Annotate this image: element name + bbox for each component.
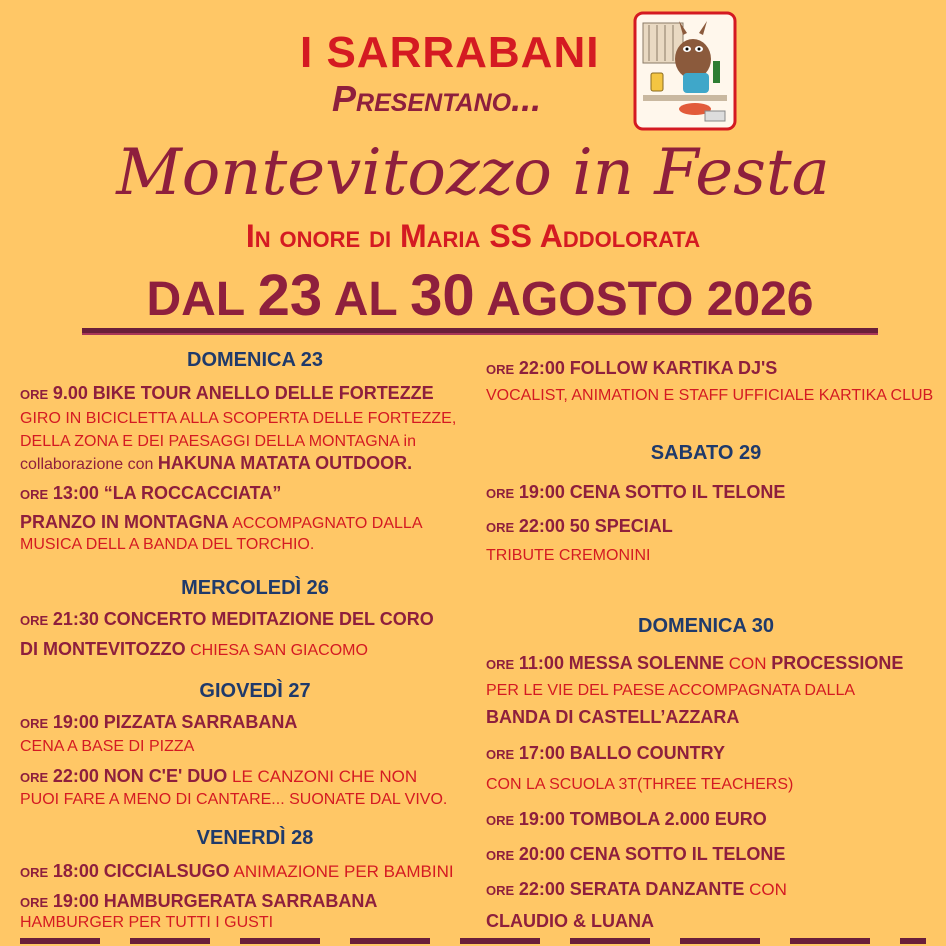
ore-label: ORE xyxy=(20,770,49,785)
dates-suffix: AGOSTO 2026 xyxy=(486,273,814,326)
event-title: CICCIALSUGO xyxy=(103,861,230,881)
ore-label: ORE xyxy=(486,520,515,535)
ore-label: ORE xyxy=(486,883,515,898)
donkey-mascot-logo-icon xyxy=(633,11,737,131)
event-description xyxy=(486,706,739,730)
event-time: 19:00 xyxy=(52,891,99,911)
ore-label: ORE xyxy=(486,813,515,828)
ore-label: ORE xyxy=(20,387,49,402)
event-detail: ANIMAZIONE PER BAMBINI xyxy=(233,862,454,881)
event-description: PUOI FARE A MENO DI CANTARE... SUONATE DAL VIVO. xyxy=(20,791,448,808)
day-heading-giovedi-27: GIOVEDÌ 27 xyxy=(199,680,311,702)
date-to: 30 xyxy=(410,263,475,328)
event-hamburgerata xyxy=(20,890,377,914)
ore-label: ORE xyxy=(20,487,49,502)
description-text: collaborazione con xyxy=(20,456,154,473)
header-divider xyxy=(82,328,878,335)
event-kartika xyxy=(486,357,777,381)
event-time: 19:00 xyxy=(52,712,99,732)
event-time: 19:00 xyxy=(518,809,565,829)
event-title: CONCERTO MEDITAZIONE DEL CORO xyxy=(103,609,434,629)
event-title: BIKE TOUR ANELLO DELLE FORTEZZE xyxy=(92,383,434,403)
event-concerto xyxy=(20,608,434,632)
description-highlight: PRANZO IN MONTAGNA xyxy=(20,512,229,532)
event-time: 13:00 xyxy=(52,483,99,503)
event-time: 22:00 xyxy=(52,766,99,786)
ore-label: ORE xyxy=(486,486,515,501)
day-heading-domenica-30: DOMENICA 30 xyxy=(638,615,774,637)
day-heading-venerdi-28: VENERDÌ 28 xyxy=(196,827,314,849)
event-description: CENA A BASE DI PIZZA xyxy=(20,738,195,755)
event-bike-tour xyxy=(20,382,434,406)
event-time: 18:00 xyxy=(52,861,99,881)
day-heading-mercoledi-26: MERCOLEDÌ 26 xyxy=(181,577,329,599)
event-title: 50 SPECIAL xyxy=(569,516,673,536)
event-time: 22:00 xyxy=(518,516,565,536)
description-text: ACCOMPAGNATO DALLA xyxy=(232,515,423,532)
event-time: 19:00 xyxy=(518,482,565,502)
event-time: 9.00 xyxy=(52,383,88,403)
day-heading-domenica-23: DOMENICA 23 xyxy=(187,349,323,371)
event-description xyxy=(20,511,422,535)
day-heading-sabato-29: SABATO 29 xyxy=(650,442,762,464)
event-messa xyxy=(486,652,903,676)
event-description: MUSICA DELL A BANDA DEL TORCHIO. xyxy=(20,536,315,553)
event-description: CON LA SCUOLA 3T(THREE TEACHERS) xyxy=(486,776,794,793)
event-title: SERATA DANZANTE xyxy=(569,879,745,899)
event-time: 11:00 xyxy=(518,653,564,673)
event-non-ce-duo xyxy=(20,765,417,789)
description-text: CHIESA SAN GIACOMO xyxy=(190,642,368,659)
event-serata-danzante xyxy=(486,878,787,902)
event-time: 22:00 xyxy=(518,879,565,899)
event-tombola xyxy=(486,808,767,832)
event-title: CENA SOTTO IL TELONE xyxy=(569,482,786,502)
event-ballo-country xyxy=(486,742,725,766)
event-title: PIZZATA SARRABANA xyxy=(103,712,298,732)
event-time: 20:00 xyxy=(518,844,565,864)
event-ciccialsugo xyxy=(20,860,454,884)
event-title: NON C'E' DUO xyxy=(103,766,228,786)
description-highlight: BANDA DI CASTELL’AZZARA xyxy=(486,707,740,727)
festival-dates xyxy=(80,262,880,329)
event-title: MESSA SOLENNE xyxy=(568,653,725,673)
ore-label: ORE xyxy=(20,613,49,628)
dates-mid: AL xyxy=(333,273,397,326)
event-title: HAMBURGERATA SARRABANA xyxy=(103,891,378,911)
festival-title: Montevitozzo in Festa xyxy=(116,136,830,210)
description-highlight: HAKUNA MATATA OUTDOOR. xyxy=(157,453,413,473)
presents-text: Presentano... xyxy=(332,78,542,119)
event-title: TOMBOLA 2.000 EURO xyxy=(569,809,767,829)
event-description xyxy=(486,910,654,934)
event-description xyxy=(20,452,412,476)
date-from: 23 xyxy=(257,263,323,328)
dates-prefix: DAL xyxy=(146,273,245,326)
event-roccacciata xyxy=(20,482,281,506)
event-detail: LE CANZONI CHE NON xyxy=(232,767,418,786)
event-50-special xyxy=(486,515,673,539)
ore-label: ORE xyxy=(20,865,49,880)
ore-label: ORE xyxy=(20,716,49,731)
festival-subtitle: In onore di Maria SS Addolorata xyxy=(245,218,701,254)
event-description: HAMBURGER PER TUTTI I GUSTI xyxy=(20,914,274,931)
event-time: 17:00 xyxy=(518,743,565,763)
ore-label: ORE xyxy=(486,848,515,863)
event-cena-domenica xyxy=(486,843,785,867)
event-description xyxy=(20,638,368,662)
event-description: VOCALIST, ANIMATION E STAFF UFFICIALE KARTIKA CLUB xyxy=(486,387,934,404)
event-pizzata xyxy=(20,711,297,735)
event-description: DELLA ZONA E DEI PAESAGGI DELLA MONTAGNA in xyxy=(20,433,416,450)
event-cena-sabato xyxy=(486,481,785,505)
event-title: BALLO COUNTRY xyxy=(569,743,726,763)
event-detail: CON xyxy=(749,880,787,899)
event-title: PROCESSIONE xyxy=(771,653,904,673)
event-title: FOLLOW KARTIKA DJ'S xyxy=(569,358,778,378)
organizer-title: I SARRABANI xyxy=(300,28,600,77)
event-description: PER LE VIE DEL PAESE ACCOMPAGNATA DALLA xyxy=(486,682,856,699)
ore-label: ORE xyxy=(486,747,515,762)
event-description: TRIBUTE CREMONINI xyxy=(486,547,651,564)
ore-label: ORE xyxy=(486,657,515,672)
bottom-divider xyxy=(20,938,926,944)
event-title: CENA SOTTO IL TELONE xyxy=(569,844,786,864)
event-time: 22:00 xyxy=(518,358,565,378)
ore-label: ORE xyxy=(20,895,49,910)
event-detail: CON xyxy=(728,654,767,673)
description-highlight: CLAUDIO & LUANA xyxy=(486,911,654,931)
event-description: GIRO IN BICICLETTA ALLA SCOPERTA DELLE FORTEZZE, xyxy=(20,410,457,427)
description-highlight: DI MONTEVITOZZO xyxy=(20,639,186,659)
event-time: 21:30 xyxy=(52,609,99,629)
ore-label: ORE xyxy=(486,362,515,377)
event-title: “LA ROCCACCIATA” xyxy=(103,483,282,503)
